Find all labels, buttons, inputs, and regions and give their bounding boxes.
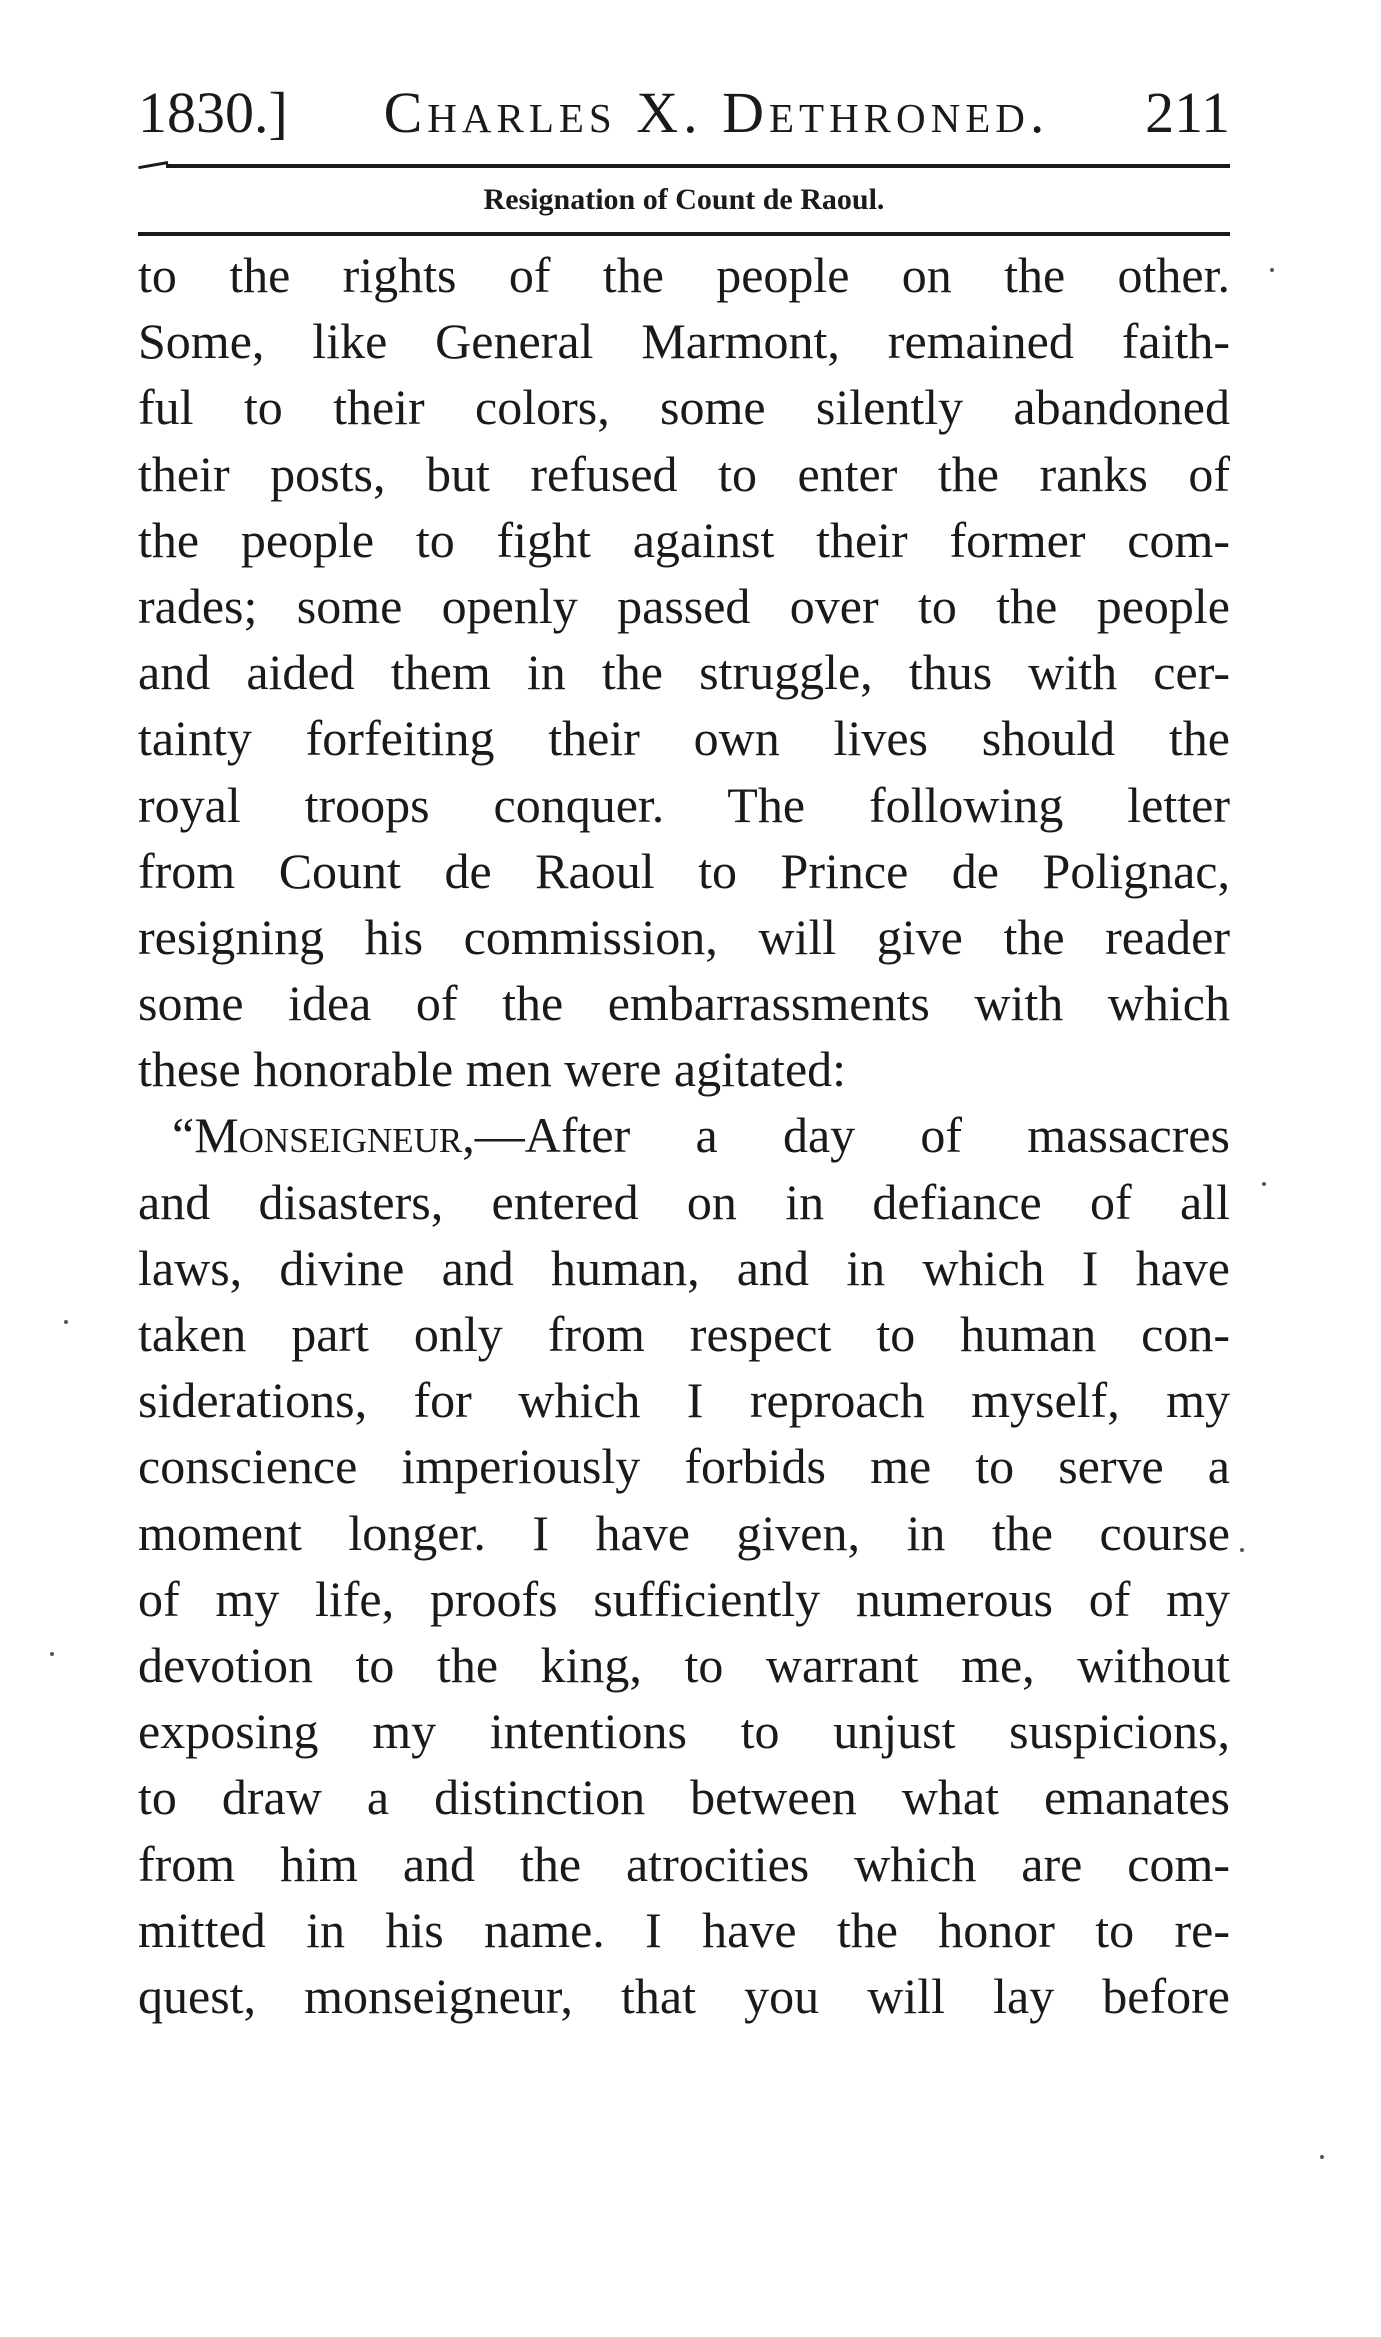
body-text [138,242,1230,2029]
text-line: to the rights of the people on the other. [138,247,1230,303]
header-year: 1830.] [138,80,288,145]
letter-line: from him and the atrocities which are com- [138,1835,1230,1892]
letter-line: of my life, proofs sufficiently numerous of my [138,1570,1230,1627]
paper-speck [50,1652,54,1656]
header-rule [166,164,1230,168]
letter-line: moment longer. I have given, in the course [138,1504,1230,1561]
subheading-rule [138,232,1230,236]
paper-speck [1262,1182,1266,1186]
paper-speck [1320,2155,1324,2159]
letter-line: devotion to the king, to warrant me, without [138,1636,1230,1693]
text-line: Some, like General Marmont, remained faith- [138,313,1230,370]
text-line: ful to their colors, some silently abandoned [138,379,1230,436]
text-line: rades; some openly passed over to the people [138,577,1230,634]
paper-speck [64,1320,68,1324]
letter-line: laws, divine and human, and in which I have [138,1239,1230,1296]
text-line: tainty forfeiting their own lives should the [138,710,1230,767]
paper-speck [1240,1548,1244,1552]
letter-line: quest, monseigneur, that you will lay before [138,1967,1230,2024]
running-header [138,78,1230,150]
open-quote: “ [172,1107,195,1164]
letter-opening-line [138,1102,1230,1168]
page-number: 211 [1145,80,1230,145]
letter-line: and disasters, entered on in defiance of all [138,1173,1230,1230]
text-line: their posts, but refused to enter the ranks of [138,445,1230,502]
text-line: from Count de Raoul to Prince de Polignac, [138,842,1230,899]
text-line: resigning his commission, will give the reader [138,908,1230,965]
letter-line: taken part only from respect to human con- [138,1306,1230,1362]
header-title: Charles X. Dethroned. [383,80,1050,145]
letter-line: conscience imperiously forbids me to serve a [138,1438,1230,1495]
text-line: some idea of the embarrassments with which [138,975,1230,1032]
rule-flourish [138,161,168,169]
text-line: royal troops conquer. The following letter [138,776,1230,833]
letter-salutation: Monseigneur, [194,1107,475,1164]
letter-line: mitted in his name. I have the honor to re- [138,1901,1230,1958]
text-line: the people to fight against their former com- [138,511,1230,568]
letter-line: to draw a distinction between what emanates [138,1769,1230,1826]
book-page [138,78,1230,2029]
letter-line: siderations, for which I reproach myself, my [138,1372,1230,1429]
letter-line: exposing my intentions to unjust suspicions, [138,1703,1230,1760]
text-line: and aided them in the struggle, thus with cer- [138,644,1230,701]
paper-speck [1270,268,1274,272]
section-subheading: Resignation of Count de Raoul. [483,183,885,216]
text-line: these honorable men were agitated: [138,1041,847,1098]
letter-first-line-rest: —After a day of massacres [474,1107,1230,1164]
